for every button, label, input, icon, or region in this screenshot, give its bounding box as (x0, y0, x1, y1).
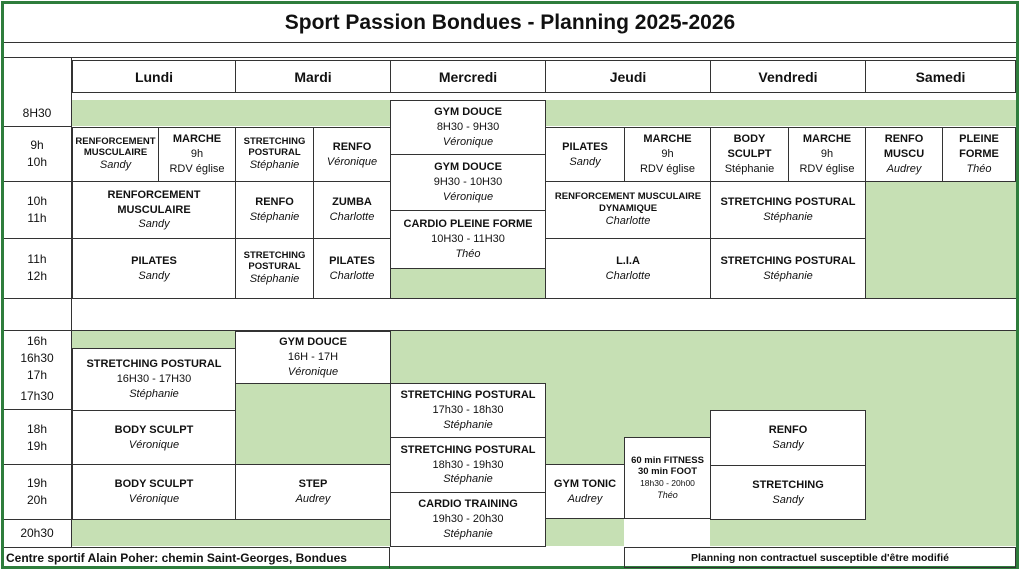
class-mar-zumba: ZUMBA Charlotte (313, 181, 391, 239)
empty-slot (546, 518, 624, 546)
class-sam-renfo: RENFO MUSCU Audrey (865, 127, 943, 182)
class-mer-stretching-pm2: STRETCHING POSTURAL 18h30 - 19h30 Stéphanie (390, 437, 546, 493)
class-mar-gym-douce-pm: GYM DOUCE 16H - 17H Véronique (235, 331, 391, 384)
empty-slot (866, 410, 1016, 520)
class-ven-marche: MARCHE 9h RDV église (788, 127, 866, 182)
time-label: 20h30 (20, 526, 54, 540)
class-jeu-marche: MARCHE 9h RDV église (624, 127, 711, 182)
page-title: Sport Passion Bondues - Planning 2025-2026 (284, 11, 736, 34)
divider (4, 42, 1016, 43)
class-mar-renfo-2: RENFO Stéphanie (235, 181, 314, 239)
time-label: 10h 11h (26, 194, 48, 225)
day-header-jeudi: Jeudi (545, 60, 711, 93)
class-sam-pleine: PLEINE FORME Théo (942, 127, 1016, 182)
empty-slot (391, 331, 1016, 383)
class-mer-cardio-training: CARDIO TRAINING 19h30 - 20h30 Stéphanie (390, 492, 546, 547)
class-lun-pilates: PILATES Sandy (72, 238, 236, 299)
empty-slot (546, 437, 624, 465)
class-mar-stretching: STRETCHING POSTURAL Stéphanie (235, 127, 314, 182)
class-mar-step: STEP Audrey (235, 464, 391, 520)
day-header-mercredi: Mercredi (390, 60, 546, 93)
time-label: 8H30 (22, 106, 52, 120)
class-lun-stretching-pm: STRETCHING POSTURAL 16H30 - 17H30 Stéphanie (72, 348, 236, 411)
class-lun-renfo-musc: RENFORCEMENT MUSCULAIRE Sandy (72, 127, 159, 182)
day-header-vendredi: Vendredi (710, 60, 866, 93)
day-header-mardi: Mardi (235, 60, 391, 93)
class-mer-cardio: CARDIO PLEINE FORME 10H30 - 11H30 Théo (390, 210, 546, 269)
class-ven-stretching: STRETCHING POSTURAL Stéphanie (710, 181, 866, 239)
time-label: 16h 16h30 17h (20, 334, 54, 382)
empty-slot (710, 519, 1016, 546)
time-label: 18h 19h (26, 422, 48, 453)
class-mar-pilates: PILATES Charlotte (313, 238, 391, 299)
class-jeu-fitness: 60 min FITNESS 30 min FOOT 18h30 - 20h00 Théo (624, 437, 711, 519)
empty-slot (546, 100, 1016, 126)
empty-slot (72, 331, 235, 349)
class-ven-body: BODY SCULPT Stéphanie (710, 127, 789, 182)
class-jeu-lia: L.I.A Charlotte (545, 238, 711, 299)
empty-slot (866, 182, 1016, 298)
empty-slot (72, 100, 390, 126)
class-jeu-pilates: PILATES Sandy (545, 127, 625, 182)
divider (4, 57, 1016, 58)
class-mer-gym-douce: GYM DOUCE 8H30 - 9H30 Véronique (390, 100, 546, 155)
class-ven-renfo-pm: RENFO Sandy (710, 410, 866, 466)
class-mer-stretching-pm1: STRETCHING POSTURAL 17h30 - 18h30 Stéphanie (390, 383, 546, 438)
class-mar-stretching-2: STRETCHING POSTURAL Stéphanie (235, 238, 314, 299)
time-label: 19h 20h (26, 476, 48, 507)
footer-disclaimer: Planning non contractuel susceptible d'être modifié (624, 547, 1016, 568)
footer-address: Centre sportif Alain Poher: chemin Saint-Georges, Bondues (4, 547, 390, 568)
empty-slot (72, 519, 390, 546)
empty-slot (391, 268, 545, 298)
time-label: 9h 10h (26, 138, 48, 169)
class-ven-stretching-2: STRETCHING POSTURAL Stéphanie (710, 238, 866, 299)
class-lun-marche: MARCHE 9h RDV église (158, 127, 236, 182)
empty-slot (236, 383, 390, 465)
class-jeu-renfo-dyn: RENFORCEMENT MUSCULAIRE DYNAMIQUE Charlotte (545, 181, 711, 239)
time-label: 17h30 (20, 389, 54, 403)
class-mar-renfo: RENFO Véronique (313, 127, 391, 182)
day-header-samedi: Samedi (865, 60, 1016, 93)
class-lun-body-2: BODY SCULPT Véronique (72, 464, 236, 520)
class-lun-body-1: BODY SCULPT Véronique (72, 410, 236, 465)
time-label: 11h 12h (26, 252, 48, 283)
class-lun-renfo-musc-2: RENFORCEMENT MUSCULAIRE Sandy (72, 181, 236, 239)
day-header-lundi: Lundi (72, 60, 236, 93)
class-ven-stretching-pm: STRETCHING Sandy (710, 465, 866, 520)
class-jeu-gym-tonic: GYM TONIC Audrey (545, 464, 625, 519)
class-mer-gym-douce-2: GYM DOUCE 9H30 - 10H30 Véronique (390, 154, 546, 211)
